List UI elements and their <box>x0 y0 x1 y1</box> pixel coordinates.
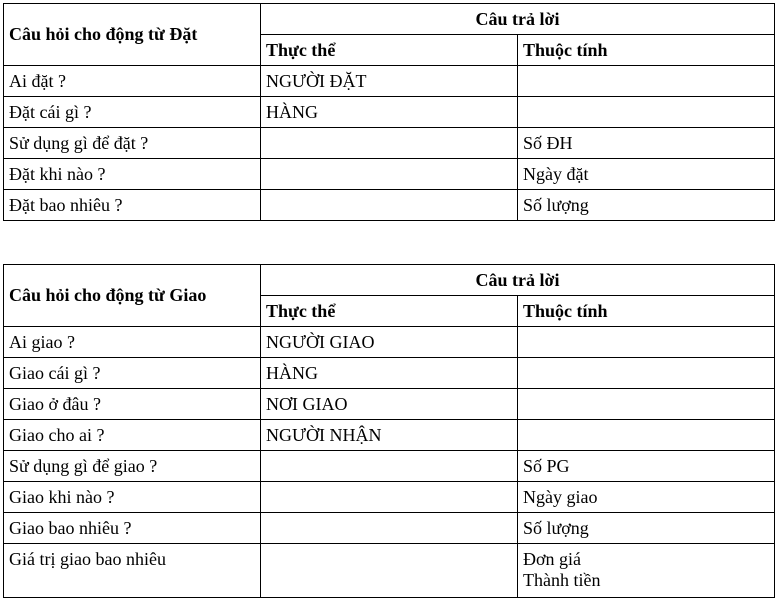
question-cell: Ai đặt ? <box>4 66 261 97</box>
attribute-cell <box>518 358 775 389</box>
question-cell: Giao khi nào ? <box>4 482 261 513</box>
answer-header: Câu trả lời <box>261 4 775 35</box>
attribute-cell <box>518 420 775 451</box>
attribute-cell: Số lượng <box>518 513 775 544</box>
table-row <box>4 97 775 128</box>
question-cell: Sử dụng gì để đặt ? <box>4 128 261 159</box>
table-row <box>4 420 775 451</box>
entity-cell <box>261 190 518 221</box>
question-cell: Đặt cái gì ? <box>4 97 261 128</box>
question-cell: Giao cho ai ? <box>4 420 261 451</box>
table-row <box>4 389 775 420</box>
attribute-cell <box>518 544 775 598</box>
table-row <box>4 482 775 513</box>
entity-cell <box>261 159 518 190</box>
table-row <box>4 128 775 159</box>
question-cell: Sử dụng gì để giao ? <box>4 451 261 482</box>
entity-cell <box>261 482 518 513</box>
entity-cell: NGƯỜI NHẬN <box>261 420 518 451</box>
attribute-cell <box>518 97 775 128</box>
entity-header: Thực thể <box>261 296 518 327</box>
attribute-cell <box>518 389 775 420</box>
table-row <box>4 190 775 221</box>
entity-cell: HÀNG <box>261 97 518 128</box>
attribute-cell: Số lượng <box>518 190 775 221</box>
question-cell: Giao ở đâu ? <box>4 389 261 420</box>
attribute-cell: Số PG <box>518 451 775 482</box>
entity-header: Thực thể <box>261 35 518 66</box>
table-row <box>4 358 775 389</box>
entity-cell <box>261 513 518 544</box>
entity-cell <box>261 451 518 482</box>
question-cell: Ai giao ? <box>4 327 261 358</box>
attribute-cell <box>518 66 775 97</box>
answer-header: Câu trả lời <box>261 265 775 296</box>
question-cell: Giao cái gì ? <box>4 358 261 389</box>
table-row <box>4 451 775 482</box>
attribute-line: Thành tiền <box>523 570 601 590</box>
entity-cell: HÀNG <box>261 358 518 389</box>
question-header: Câu hỏi cho động từ Giao <box>4 265 261 327</box>
question-cell: Giao bao nhiêu ? <box>4 513 261 544</box>
attribute-cell: Ngày giao <box>518 482 775 513</box>
attribute-cell: Ngày đặt <box>518 159 775 190</box>
entity-cell: NGƯỜI GIAO <box>261 327 518 358</box>
table-row <box>4 66 775 97</box>
attribute-line: Đơn giá <box>523 549 582 569</box>
question-cell: Giá trị giao bao nhiêu <box>4 544 261 598</box>
table-row <box>4 159 775 190</box>
attribute-cell <box>518 327 775 358</box>
table-row <box>4 513 775 544</box>
verb-giao-table <box>3 264 775 598</box>
attribute-header: Thuộc tính <box>518 296 775 327</box>
question-cell: Đặt bao nhiêu ? <box>4 190 261 221</box>
entity-cell: NƠI GIAO <box>261 389 518 420</box>
entity-cell: NGƯỜI ĐẶT <box>261 66 518 97</box>
attribute-cell: Số ĐH <box>518 128 775 159</box>
table-row <box>4 327 775 358</box>
entity-cell <box>261 128 518 159</box>
question-header: Câu hỏi cho động từ Đặt <box>4 4 261 66</box>
table-row <box>4 544 775 598</box>
question-cell: Đặt khi nào ? <box>4 159 261 190</box>
verb-dat-table <box>3 3 775 221</box>
entity-cell <box>261 544 518 598</box>
attribute-header: Thuộc tính <box>518 35 775 66</box>
